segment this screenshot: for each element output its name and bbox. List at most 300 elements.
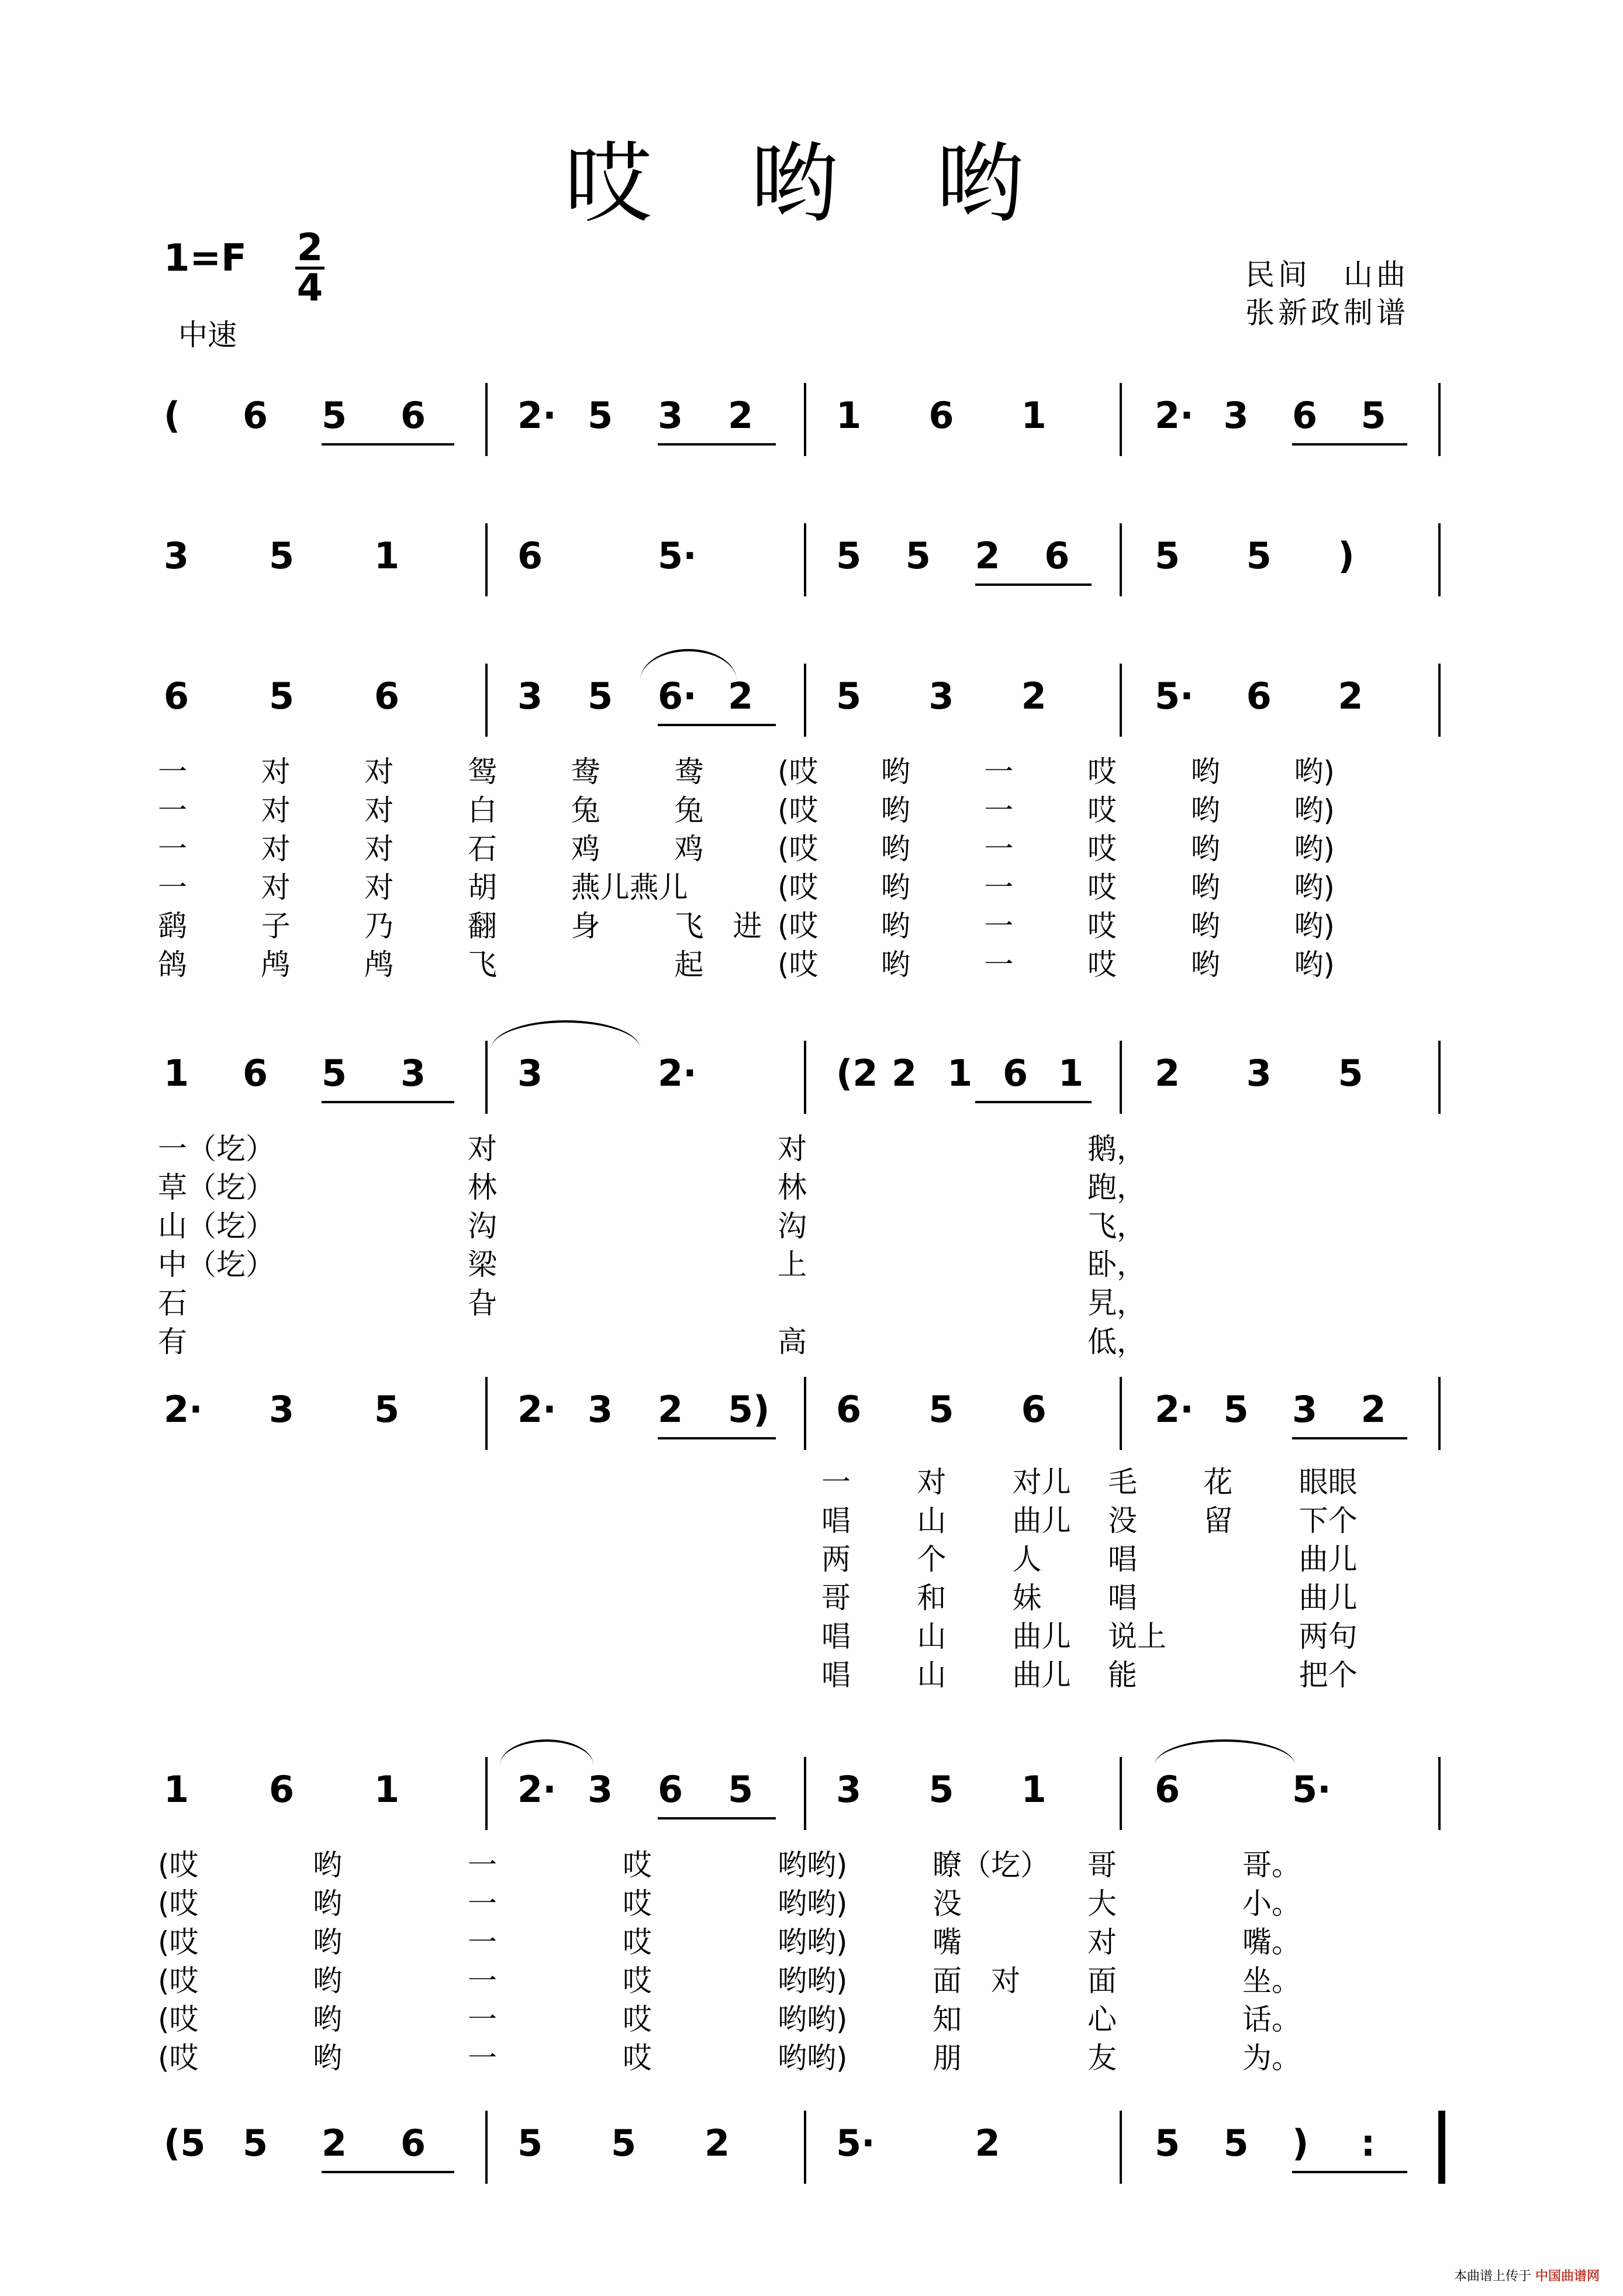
lyric-word: 哟哟) <box>778 2041 848 2075</box>
lyric-word: 哟 <box>1190 832 1220 866</box>
lyric-word: 一 <box>984 909 1014 943</box>
lyric-word: 鹞 <box>158 909 187 943</box>
note: 1 <box>1021 394 1047 437</box>
bar-line <box>485 383 488 456</box>
lyric-word: 对 <box>778 1132 807 1166</box>
lyric-word: 个 <box>917 1542 947 1576</box>
page-title: 哎 哟 哟 <box>564 133 1059 235</box>
beam-line <box>1292 1437 1407 1439</box>
note: 5 <box>1155 534 1180 577</box>
note: 5 <box>836 534 862 577</box>
note: 6 <box>1044 534 1070 577</box>
note: 6 <box>1292 394 1318 437</box>
note: 5 <box>728 1768 754 1811</box>
note: 3 <box>269 1388 295 1431</box>
lyric-word: 起 <box>674 948 704 982</box>
lyric-word: 曲儿 <box>1012 1620 1071 1653</box>
bar-line <box>485 1377 488 1450</box>
lyric-word: 山 <box>917 1658 947 1692</box>
bar-line <box>804 523 806 596</box>
lyric-word: 唱 <box>821 1658 851 1692</box>
note: 3 <box>164 534 189 577</box>
note: 6 <box>517 534 543 577</box>
slur-tie <box>1155 1739 1295 1765</box>
note: 2· <box>164 1388 203 1431</box>
lyric-word: 一 <box>158 871 187 904</box>
beam-line <box>975 1101 1092 1103</box>
lyric-word: 哎 <box>623 2041 652 2075</box>
lyric-word: 唱 <box>821 1504 851 1538</box>
bar-line <box>485 2111 488 2184</box>
lyric-word: 有 <box>158 1325 187 1359</box>
lyric-word: 哟 <box>880 755 910 789</box>
note: 2· <box>517 1768 557 1811</box>
note: 5· <box>1292 1768 1331 1811</box>
beam-line <box>658 1817 776 1819</box>
note: 2 <box>728 675 754 717</box>
lyric-word: 哟) <box>1294 793 1335 827</box>
lyric-word: 沟 <box>778 1209 807 1243</box>
note: 2 <box>728 394 754 437</box>
lyric-word: 小。 <box>1242 1887 1301 1921</box>
note: 3 <box>517 1052 543 1095</box>
lyric-word: 能 <box>1108 1658 1137 1692</box>
lyric-word: 大 <box>1087 1887 1117 1921</box>
lyric-word: (哎 <box>158 1925 199 1959</box>
lyric-word: 飞， <box>1087 1209 1146 1243</box>
lyric-word: 哟 <box>880 871 910 904</box>
lyric-word: 哎 <box>623 1887 652 1921</box>
lyric-word: 嘴。 <box>1242 1925 1301 1959</box>
bar-line <box>1438 383 1441 456</box>
note: 5 <box>322 1052 347 1095</box>
lyric-word: 哟) <box>1294 755 1335 789</box>
note: ) <box>1292 2122 1309 2164</box>
lyric-word: 白 <box>468 793 497 827</box>
bar-line <box>1120 1757 1122 1830</box>
lyric-word: 一 <box>468 1848 497 1882</box>
lyric-word: 兔 <box>674 793 704 827</box>
lyric-word: 对 <box>364 755 394 789</box>
lyric-word: 草（圪） <box>158 1171 275 1204</box>
lyric-word: 对 <box>261 793 291 827</box>
lyric-word: 哟) <box>1294 832 1335 866</box>
lyric-word: 哥 <box>821 1581 851 1615</box>
note: 6· <box>658 675 697 717</box>
lyric-word: 一 <box>984 832 1014 866</box>
lyric-word: 一 <box>821 1465 851 1499</box>
lyric-word: 哎 <box>623 2002 652 2036</box>
bar-line <box>1120 2111 1122 2184</box>
note: 3 <box>517 675 543 717</box>
note: 3 <box>928 675 954 717</box>
lyric-word: 燕儿燕儿 <box>571 871 688 904</box>
lyric-word: (哎 <box>778 793 819 827</box>
lyric-word: 话。 <box>1242 2002 1301 2036</box>
lyric-word: 面 对 <box>933 1964 1020 1998</box>
beam-line <box>975 584 1092 586</box>
lyric-word: 飞 <box>468 948 497 982</box>
lyric-word: 鸡 <box>571 832 600 866</box>
bar-line <box>1120 1041 1122 1114</box>
lyric-word: 哟哟) <box>778 1848 848 1882</box>
lyric-word: 对 <box>364 871 394 904</box>
note: 3 <box>588 1768 613 1811</box>
lyric-word: 哟 <box>313 2002 342 2036</box>
note: 5 <box>269 534 295 577</box>
note: 5 <box>374 1388 400 1431</box>
lyric-word: 中（圪） <box>158 1248 275 1282</box>
beam-line <box>322 2171 454 2173</box>
beam-line <box>658 1437 776 1439</box>
note: 6 <box>269 1768 295 1811</box>
lyric-word: 唱 <box>1108 1542 1137 1576</box>
note: 2 <box>892 1052 917 1095</box>
lyric-word: 林 <box>778 1171 807 1204</box>
lyric-word: 对 <box>917 1465 947 1499</box>
lyric-word: 对 <box>1087 1925 1117 1959</box>
note: 3 <box>1223 394 1249 437</box>
lyric-word: 哟 <box>880 832 910 866</box>
lyric-word: 卧， <box>1087 1248 1146 1282</box>
slur-tie <box>491 1020 640 1049</box>
lyric-word: 哟 <box>1190 871 1220 904</box>
lyric-word: 哎 <box>1087 948 1117 982</box>
lyric-word: (哎 <box>778 948 819 982</box>
lyric-word: 心 <box>1087 2002 1117 2036</box>
lyric-word: 乃 <box>364 909 394 943</box>
note: 5 <box>1155 2122 1180 2164</box>
lyric-word: 鸳 <box>468 755 497 789</box>
note: : <box>1360 2122 1376 2164</box>
beam-line <box>1292 443 1407 446</box>
lyric-word: (哎 <box>778 755 819 789</box>
note: 5· <box>658 534 697 577</box>
lyric-word: 跑， <box>1087 1171 1146 1204</box>
lyric-word: 哥。 <box>1242 1848 1301 1882</box>
lyric-word: 哟哟) <box>778 2002 848 2036</box>
note: 2· <box>658 1052 697 1095</box>
lyric-word: 曲儿 <box>1012 1504 1071 1538</box>
lyric-word: 哟 <box>1190 909 1220 943</box>
note: 2 <box>322 2122 347 2164</box>
bar-line <box>1438 523 1441 596</box>
lyric-word: 山 <box>917 1620 947 1653</box>
note: 5 <box>517 2122 543 2164</box>
lyric-word: 说上 <box>1108 1620 1166 1653</box>
lyric-word: 哟) <box>1294 909 1335 943</box>
lyric-word: (哎 <box>158 1964 199 1998</box>
lyric-word: 一 <box>984 948 1014 982</box>
lyric-word: 瞭（圪） <box>933 1848 1049 1882</box>
note: 5· <box>836 2122 875 2164</box>
note: 5 <box>588 675 613 717</box>
lyric-word: 留 <box>1203 1504 1233 1538</box>
note: 5 <box>1338 1052 1363 1095</box>
lyric-word: 低， <box>1087 1325 1146 1359</box>
lyric-word: 石 <box>158 1286 187 1320</box>
lyric-word: 鸯 <box>571 755 600 789</box>
lyric-word: 飞 进 <box>674 909 762 943</box>
lyric-word: 哎 <box>623 1848 652 1882</box>
bar-line <box>485 523 488 596</box>
lyric-word: 唱 <box>821 1620 851 1653</box>
lyric-word: 一 <box>158 832 187 866</box>
lyric-word: 哟 <box>1190 793 1220 827</box>
note: 1 <box>836 394 862 437</box>
lyric-word: 哎 <box>1087 871 1117 904</box>
lyric-word: 哟 <box>313 1964 342 1998</box>
time-bottom: 4 <box>296 267 323 310</box>
lyric-word: 曲儿 <box>1299 1542 1358 1576</box>
note: 5) <box>728 1388 770 1431</box>
lyric-word: 一 <box>984 755 1014 789</box>
key-tonic: 1=F <box>164 237 247 280</box>
lyric-word: 对儿 <box>1012 1465 1071 1499</box>
lyric-word: 为。 <box>1242 2041 1301 2075</box>
lyric-word: 哎 <box>623 1925 652 1959</box>
note: 6 <box>1155 1768 1180 1811</box>
lyric-word: 对 <box>261 755 291 789</box>
lyric-word: 一 <box>158 755 187 789</box>
footer-brand: 中国曲谱网 <box>1535 2269 1600 2284</box>
lyric-word: (哎 <box>158 2002 199 2036</box>
note: (2 <box>836 1052 878 1095</box>
lyric-word: 下个 <box>1299 1504 1358 1538</box>
note: 3 <box>658 394 683 437</box>
beam-line <box>1292 2171 1407 2173</box>
lyric-word: 唱 <box>1108 1581 1137 1615</box>
note: 6 <box>243 1052 268 1095</box>
lyric-word: 沟 <box>468 1209 497 1243</box>
note: 3 <box>836 1768 862 1811</box>
lyric-word: 毛 <box>1108 1465 1137 1499</box>
note: 1 <box>1058 1052 1084 1095</box>
lyric-word: 鹅， <box>1087 1132 1146 1166</box>
note: 5 <box>928 1388 954 1431</box>
lyric-word: 一 <box>468 1964 497 1998</box>
lyric-word: 山 <box>917 1504 947 1538</box>
lyric-word: 胡 <box>468 871 497 904</box>
lyric-word: 哟 <box>313 2041 342 2075</box>
lyric-word: 哟 <box>313 1925 342 1959</box>
bar-line <box>804 383 806 456</box>
note: 5 <box>836 675 862 717</box>
note: 6 <box>400 394 426 437</box>
lyric-word: 一 <box>468 1887 497 1921</box>
credit-arranger: 张新政制谱 <box>1245 296 1409 330</box>
bar-line <box>485 664 488 737</box>
lyric-word: 石 <box>468 832 497 866</box>
note: 6 <box>1003 1052 1028 1095</box>
lyric-word: 哎 <box>623 1964 652 1998</box>
bar-line <box>804 1041 806 1114</box>
lyric-word: 对 <box>364 832 394 866</box>
note: 2 <box>1155 1052 1180 1095</box>
note: 2 <box>975 2122 1000 2164</box>
tempo-marking: 中速 <box>178 318 237 352</box>
note: (5 <box>164 2122 206 2164</box>
beam-line <box>658 443 776 446</box>
lyric-word: 旯， <box>1087 1286 1146 1320</box>
note: 2· <box>517 1388 557 1431</box>
lyric-word: 对 <box>364 793 394 827</box>
note: 6 <box>164 675 189 717</box>
time-signature <box>295 226 324 310</box>
lyric-word: 坐。 <box>1242 1964 1301 1998</box>
lyric-word: 花 <box>1203 1465 1233 1499</box>
lyric-word: 哟 <box>1190 948 1220 982</box>
lyric-word: 知 <box>933 2002 962 2036</box>
lyric-word: 一（圪） <box>158 1132 275 1166</box>
note: 3 <box>588 1388 613 1431</box>
lyric-word: 高 <box>778 1325 807 1359</box>
note: 1 <box>947 1052 973 1095</box>
lyric-word: 哟哟) <box>778 1964 848 1998</box>
beam-line <box>658 724 776 726</box>
credit-genre: 民间 山曲 <box>1245 258 1409 292</box>
note: 5 <box>269 675 295 717</box>
note: 6 <box>836 1388 862 1431</box>
lyric-word: (哎 <box>778 832 819 866</box>
note: 5· <box>1155 675 1194 717</box>
lyric-word: 没 <box>1108 1504 1137 1538</box>
note: 6 <box>243 394 268 437</box>
lyric-word: 曲儿 <box>1299 1581 1358 1615</box>
bar-line <box>1438 2111 1445 2184</box>
note: 6 <box>374 675 400 717</box>
lyric-word: 上 <box>778 1248 807 1282</box>
bar-line <box>1120 383 1122 456</box>
note: 5 <box>588 394 613 437</box>
time-top: 2 <box>295 229 324 270</box>
note: ( <box>164 394 181 437</box>
lyric-word: 一 <box>468 1925 497 1959</box>
lyric-word: 对 <box>261 871 291 904</box>
lyric-word: (哎 <box>778 909 819 943</box>
lyric-word: 鸬 <box>261 948 291 982</box>
bar-line <box>1438 1041 1441 1114</box>
lyric-word: 山（圪） <box>158 1209 275 1243</box>
lyric-word: (哎 <box>158 2041 199 2075</box>
lyric-word: 哎 <box>1087 793 1117 827</box>
note: 5 <box>1223 2122 1249 2164</box>
note: 2 <box>975 534 1000 577</box>
bar-line <box>804 664 806 737</box>
lyric-word: 鸯 <box>674 755 704 789</box>
note: 2 <box>1021 675 1047 717</box>
footer-text: 本曲谱上传于 <box>1453 2269 1531 2284</box>
note: 3 <box>1246 1052 1272 1095</box>
lyric-word: 哎 <box>1087 832 1117 866</box>
lyric-word: 哟) <box>1294 948 1335 982</box>
lyric-word: 把个 <box>1299 1658 1358 1692</box>
bar-line <box>485 1041 488 1114</box>
note: 1 <box>374 1768 400 1811</box>
lyric-word: 嘴 <box>933 1925 962 1959</box>
note: 5 <box>322 394 347 437</box>
lyric-word: 哟 <box>313 1887 342 1921</box>
note: 5 <box>243 2122 268 2164</box>
lyric-word: 曲儿 <box>1012 1658 1071 1692</box>
lyric-word: 哟 <box>880 948 910 982</box>
lyric-word: 一 <box>468 2002 497 2036</box>
bar-line <box>1438 664 1441 737</box>
bar-line <box>1438 1757 1441 1830</box>
lyric-word: 哎 <box>1087 755 1117 789</box>
site-footer <box>1454 2266 1600 2284</box>
lyric-word: 人 <box>1012 1542 1042 1576</box>
lyric-word: 翻 <box>468 909 497 943</box>
bar-line <box>804 2111 806 2184</box>
note: 6 <box>400 2122 426 2164</box>
lyric-word: 哟 <box>880 909 910 943</box>
note: 3 <box>1292 1388 1318 1431</box>
bar-line <box>1120 1377 1122 1450</box>
lyric-word: 子 <box>261 909 291 943</box>
lyric-word: 一 <box>158 793 187 827</box>
key-signature <box>164 237 247 280</box>
lyric-word: 面 <box>1087 1964 1117 1998</box>
note: 2 <box>1360 1388 1386 1431</box>
lyric-word: 一 <box>468 2041 497 2075</box>
note: 3 <box>400 1052 426 1095</box>
note: 2 <box>705 2122 730 2164</box>
beam-line <box>322 1101 454 1103</box>
bar-line <box>1120 523 1122 596</box>
note: 5 <box>1246 534 1272 577</box>
note: 6 <box>1021 1388 1047 1431</box>
lyric-word: 一 <box>984 871 1014 904</box>
bar-line <box>1120 664 1122 737</box>
note: 5 <box>1223 1388 1249 1431</box>
lyric-word: (哎 <box>158 1848 199 1882</box>
note: 5 <box>928 1768 954 1811</box>
beam-line <box>322 443 454 446</box>
lyric-word: 对 <box>468 1132 497 1166</box>
bar-line <box>485 1757 488 1830</box>
lyric-word: 哟 <box>313 1848 342 1882</box>
note: 1 <box>1021 1768 1047 1811</box>
bar-line <box>804 1377 806 1450</box>
lyric-word: 哎 <box>1087 909 1117 943</box>
note: 2 <box>1338 675 1363 717</box>
note: 6 <box>1246 675 1272 717</box>
note: 2 <box>658 1388 683 1431</box>
lyric-word: 林 <box>468 1171 497 1204</box>
bar-line <box>804 1757 806 1830</box>
lyric-word: 友 <box>1087 2041 1117 2075</box>
lyric-word: 哟) <box>1294 871 1335 904</box>
note: 5 <box>611 2122 637 2164</box>
lyric-word: 身 <box>571 909 600 943</box>
lyric-word: 没 <box>933 1887 962 1921</box>
slur-tie <box>500 1739 593 1765</box>
lyric-word: 鸬 <box>364 948 394 982</box>
lyric-word: 鸡 <box>674 832 704 866</box>
note: 6 <box>658 1768 683 1811</box>
lyric-word: 哟 <box>880 793 910 827</box>
slur-tie <box>640 649 737 681</box>
lyric-word: 兔 <box>571 793 600 827</box>
lyric-word: 对 <box>261 832 291 866</box>
lyric-word: 一 <box>984 793 1014 827</box>
lyric-word: 两句 <box>1299 1620 1358 1653</box>
note: 2· <box>1155 1388 1194 1431</box>
lyric-word: (哎 <box>158 1887 199 1921</box>
lyric-word: 哥 <box>1087 1848 1117 1882</box>
lyric-word: 鸽 <box>158 948 187 982</box>
